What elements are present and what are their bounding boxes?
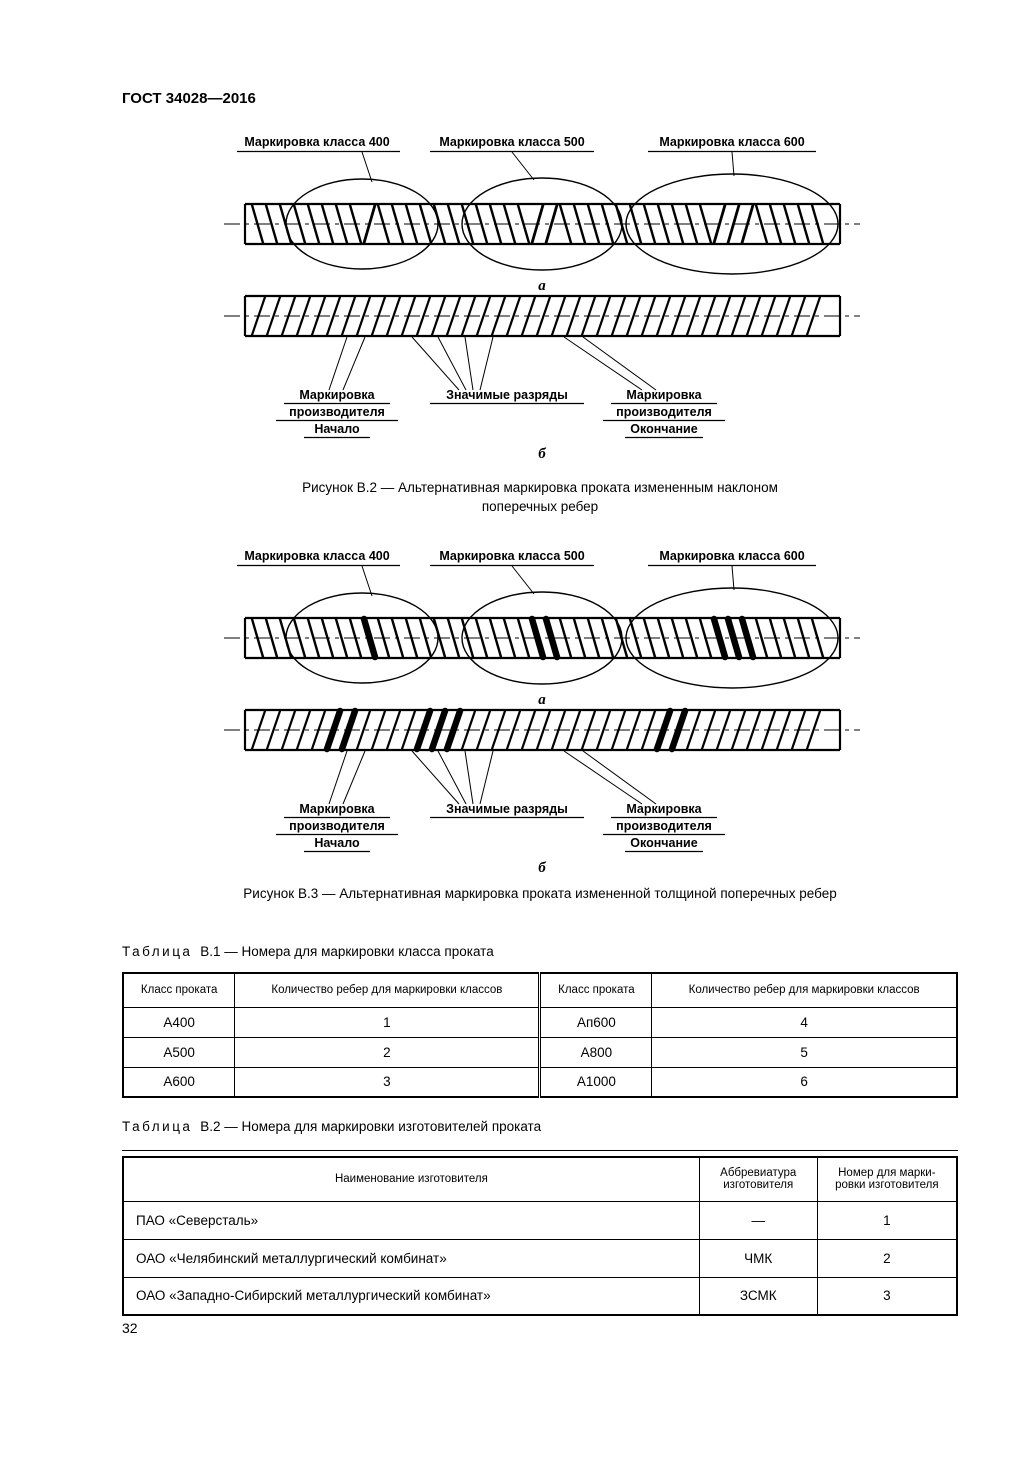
table-b1-header-row [123, 973, 957, 1007]
class-label-500: Маркировка класса 500 [439, 549, 585, 563]
label-line: Маркировка [299, 802, 375, 816]
col-header-manufacturer: Наименование изготовителя [123, 1157, 699, 1201]
figure-b2-part-a [212, 132, 872, 294]
table-row [123, 1201, 957, 1239]
cell-marking-number: 2 [817, 1239, 957, 1277]
cell-class: Ап600 [540, 1007, 652, 1037]
leader-lines [329, 337, 656, 390]
cell-class: А600 [123, 1067, 235, 1097]
figure-b2-part-b [212, 286, 872, 461]
table-b2-title [122, 1119, 541, 1134]
table-title-text: В.2 — Номера для маркировки изготовителей проката [200, 1119, 542, 1134]
cell-ribs: 1 [235, 1007, 540, 1037]
label-line: производителя [616, 819, 712, 833]
label-line: Значимые разряды [446, 802, 568, 816]
leader-lines [329, 751, 656, 804]
table-row [123, 1067, 957, 1097]
class-label-600: Маркировка класса 600 [659, 135, 805, 149]
label-line: Маркировка [626, 802, 702, 816]
cell-manufacturer: ПАО «Северсталь» [123, 1201, 699, 1239]
table-b2 [122, 1156, 958, 1316]
subfigure-letter-a: а [538, 692, 546, 708]
cell-abbreviation: ЧМК [699, 1239, 817, 1277]
label-line: Окончание [630, 422, 698, 436]
table-b2-header-row [123, 1157, 957, 1201]
cell-class: А800 [540, 1037, 652, 1067]
subfigure-letter-b: б [538, 860, 546, 875]
producer-start-label [276, 388, 398, 438]
table-row [123, 1007, 957, 1037]
producer-start-label [276, 802, 398, 852]
caption-line: поперечных ребер [481, 499, 599, 514]
table-label: Таблица [122, 1119, 193, 1134]
label-line: производителя [289, 405, 385, 419]
caption-line: Рисунок В.2 — Альтернативная маркировка проката измененным наклоном [302, 480, 778, 495]
table-b1 [122, 972, 958, 1098]
label-line: Окончание [630, 836, 698, 850]
rebar-rod [224, 710, 860, 750]
cell-manufacturer: ОАО «Западно-Сибирский металлургический комбинат» [123, 1277, 699, 1315]
cell-abbreviation: — [699, 1201, 817, 1239]
cell-ribs: 6 [652, 1067, 957, 1097]
figure-b3-caption [122, 884, 958, 903]
col-header-ribs: Количество ребер для маркировки классов [235, 973, 540, 1007]
col-header-marking-number: Номер для марки-ровки изготовителя [817, 1157, 957, 1201]
class-label-400: Маркировка класса 400 [244, 135, 390, 149]
cell-manufacturer: ОАО «Челябинский металлургический комбинат» [123, 1239, 699, 1277]
figure-b2-caption [122, 478, 958, 516]
label-line: Начало [314, 836, 360, 850]
label-line: производителя [289, 819, 385, 833]
label-line: Начало [314, 422, 360, 436]
class-labels [237, 549, 816, 596]
cell-ribs: 4 [652, 1007, 957, 1037]
table-row [123, 1037, 957, 1067]
col-header-abbreviation: Аббревиатура изготовителя [699, 1157, 817, 1201]
page-number: 32 [122, 1320, 138, 1336]
cell-class: А1000 [540, 1067, 652, 1097]
table-row [123, 1239, 957, 1277]
class-label-400: Маркировка класса 400 [244, 549, 390, 563]
cell-ribs: 3 [235, 1067, 540, 1097]
class-label-600: Маркировка класса 600 [659, 549, 805, 563]
col-header-class: Класс проката [540, 973, 652, 1007]
doc-header: ГОСТ 34028—2016 [122, 90, 256, 107]
label-line: Маркировка [299, 388, 375, 402]
label-line: производителя [616, 405, 712, 419]
table-row [123, 1277, 957, 1315]
label-line: Значимые разряды [446, 388, 568, 402]
rebar-rod [224, 204, 860, 244]
cell-marking-number: 1 [817, 1201, 957, 1239]
class-labels [237, 135, 816, 182]
table-b2-top-rule [122, 1150, 958, 1151]
figure-b3-part-a [212, 546, 872, 708]
cell-class: А400 [123, 1007, 235, 1037]
rebar-rod [224, 618, 860, 658]
caption-line: Рисунок В.3 — Альтернативная маркировка проката измененной толщиной поперечных ребер [243, 886, 837, 901]
cell-ribs: 2 [235, 1037, 540, 1067]
col-header-ribs: Количество ребер для маркировки классов [652, 973, 957, 1007]
digits-label [430, 388, 584, 404]
col-header-class: Класс проката [123, 973, 235, 1007]
class-label-500: Маркировка класса 500 [439, 135, 585, 149]
subfigure-letter-b: б [538, 446, 546, 461]
table-b1-title [122, 944, 494, 959]
cell-abbreviation: ЗСМК [699, 1277, 817, 1315]
producer-end-label [603, 388, 725, 438]
subfigure-letter-a: а [538, 278, 546, 294]
figure-b3-part-b [212, 700, 872, 875]
producer-end-label [603, 802, 725, 852]
table-title-text: В.1 — Номера для маркировки класса проката [200, 944, 494, 959]
table-label: Таблица [122, 944, 193, 959]
cell-class: А500 [123, 1037, 235, 1067]
cell-ribs: 5 [652, 1037, 957, 1067]
label-line: Маркировка [626, 388, 702, 402]
cell-marking-number: 3 [817, 1277, 957, 1315]
rebar-rod [224, 296, 860, 336]
digits-label [430, 802, 584, 818]
